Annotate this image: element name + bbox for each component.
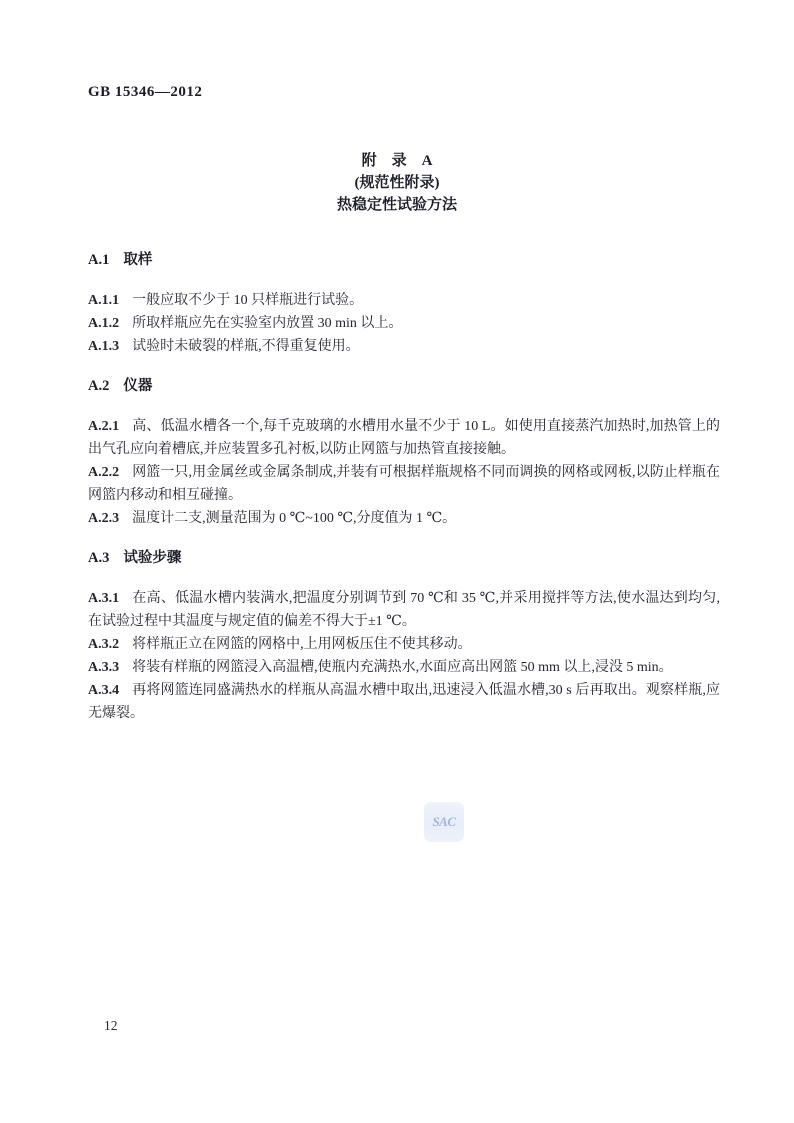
appendix-label: 附 录 A (361, 153, 433, 169)
section-heading-a3 (88, 548, 720, 568)
page-number: 12 (104, 1018, 118, 1033)
section-number: A.1 (88, 252, 110, 268)
clause-number: A.2.1 (88, 419, 120, 434)
section-title: 仪器 (123, 378, 153, 394)
clause-a1-2 (88, 312, 720, 335)
clause-number: A.3.1 (88, 591, 120, 606)
appendix-title-block (0, 150, 794, 216)
clause-a3-4 (88, 679, 720, 725)
clause-text: 将样瓶正立在网篮的网格中,上用网板压住不使其移动。 (132, 637, 472, 652)
standard-number: GB 15346—2012 (88, 84, 203, 100)
document-body (88, 250, 720, 725)
clause-a3-1 (88, 587, 720, 633)
clause-number: A.2.3 (88, 511, 120, 526)
sac-watermark-logo: SAC (424, 802, 464, 842)
section-heading-a1 (88, 250, 720, 270)
clause-text: 高、低温水槽各一个,每千克玻璃的水槽用水量不少于 10 L。如使用直接蒸汽加热时,加热管上的出气孔应向着槽底,并应装置多孔衬板,以防止网篮与加热管直接接触。 (88, 419, 720, 457)
clause-number: A.3.3 (88, 660, 120, 675)
clause-a1-1 (88, 289, 720, 312)
clause-text: 在高、低温水槽内装满水,把温度分别调节到 70 ℃和 35 ℃,并采用搅拌等方法,使水温达到均匀,在试验过程中其温度与规定值的偏差不得大于±1 ℃。 (88, 591, 720, 629)
clause-number: A.2.2 (88, 465, 120, 480)
clause-number: A.1.1 (88, 293, 120, 308)
clause-number: A.1.3 (88, 339, 120, 354)
clause-number: A.3.4 (88, 683, 120, 698)
clause-number: A.3.2 (88, 637, 120, 652)
section-heading-a2 (88, 376, 720, 396)
clause-a3-2 (88, 633, 720, 656)
section-number: A.2 (88, 378, 110, 394)
appendix-title: 热稳定性试验方法 (336, 197, 457, 213)
clause-text: 温度计二支,测量范围为 0 ℃~100 ℃,分度值为 1 ℃。 (132, 511, 457, 526)
clause-text: 网篮一只,用金属丝或金属条制成,并装有可根据样瓶规格不同而调换的网格或网板,以防止样瓶在网篮内移动和相互碰撞。 (88, 465, 720, 503)
clause-text: 再将网篮连同盛满热水的样瓶从高温水槽中取出,迅速浸入低温水槽,30 s 后再取出。观察样瓶,应无爆裂。 (88, 683, 720, 721)
clause-text: 一般应取不少于 10 只样瓶进行试验。 (132, 293, 364, 308)
clause-a2-3 (88, 507, 720, 530)
section-title: 试验步骤 (123, 550, 182, 566)
appendix-type: (规范性附录) (354, 175, 440, 191)
section-number: A.3 (88, 550, 110, 566)
clause-text: 试验时未破裂的样瓶,不得重复使用。 (132, 339, 360, 354)
clause-a1-3 (88, 335, 720, 358)
clause-a2-1 (88, 415, 720, 461)
clause-a2-2 (88, 461, 720, 507)
section-title: 取样 (123, 252, 153, 268)
clause-text: 将装有样瓶的网篮浸入高温槽,使瓶内充满热水,水面应高出网篮 50 mm 以上,浸没 5 min。 (132, 660, 673, 675)
clause-text: 所取样瓶应先在实验室内放置 30 min 以上。 (132, 316, 403, 331)
clause-a3-3 (88, 656, 720, 679)
clause-number: A.1.2 (88, 316, 120, 331)
